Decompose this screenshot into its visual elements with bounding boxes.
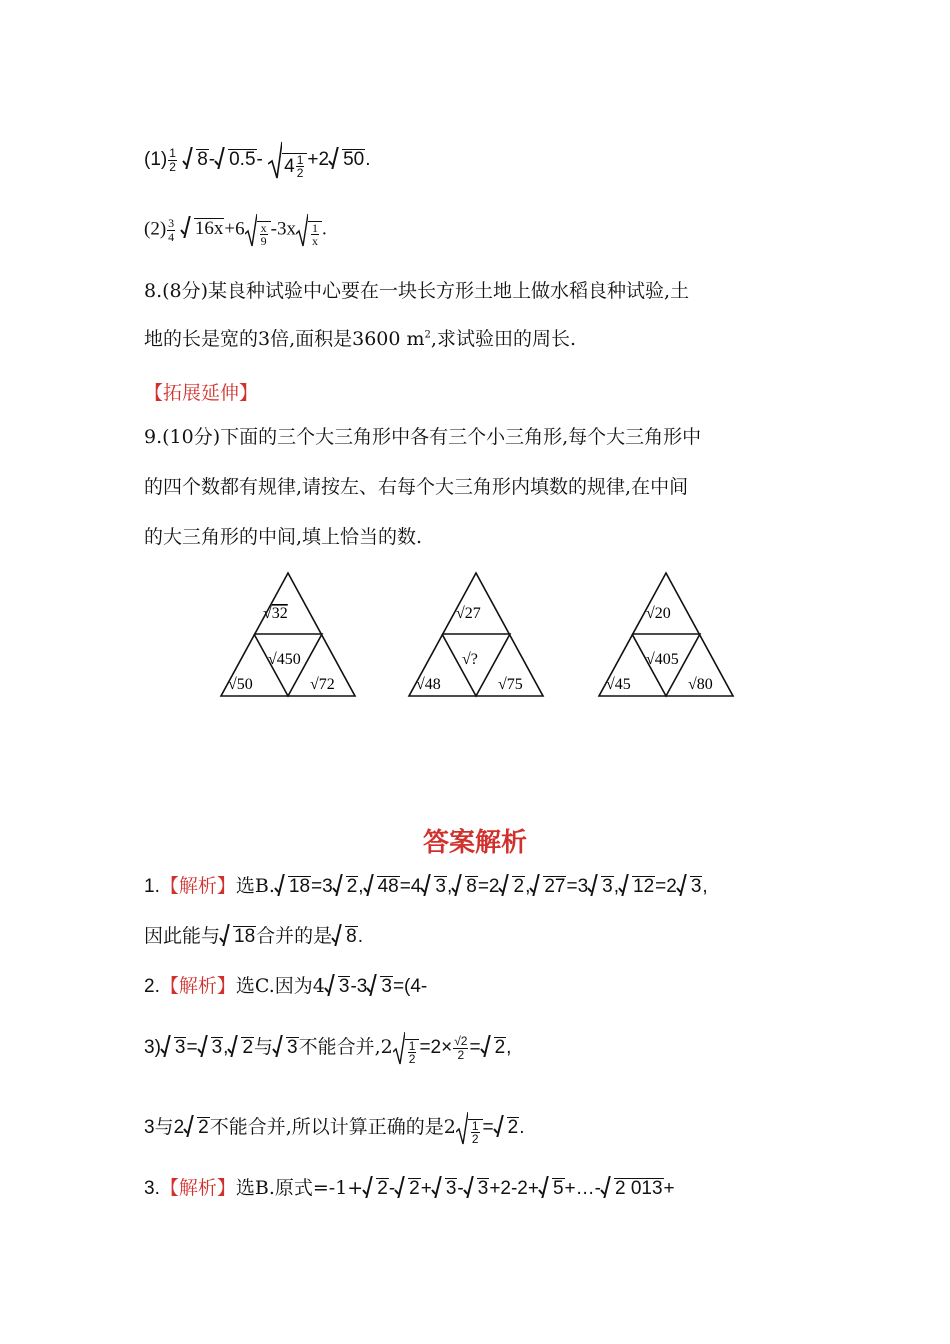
fraction: $\frac{3}{4}$ (168, 215, 175, 244)
problem-9-line-2: 的四个数都有规律,请按左、右每个大三角形内填数的规律,在中间 (144, 476, 689, 498)
triangle-left-value: √48 (416, 676, 441, 693)
sqrt: 0.5 (215, 149, 256, 169)
triangle-top-value: √20 (646, 605, 671, 622)
triangle-middle (406, 570, 546, 704)
answers-title: 答案解析 (422, 828, 527, 858)
answer-2-line-2: 3) 3= 3, 2与 3不能合并,2 $\frac{1}{2}$ =2× $\frac{√2}{2}$ = 2, (144, 1033, 512, 1067)
section-title-extension: 【拓展延伸】 (144, 382, 259, 404)
triangle-top-value: √32 (263, 605, 288, 622)
problem-9-line-1: 9.(10分)下面的三个大三角形中各有三个小三角形,每个大三角形中 (144, 426, 702, 448)
triangle-left-value: √45 (606, 676, 631, 693)
answer-1-line-1: 1.【解析】选B. 18=3 2, 48=4 3, 8=2 2, 27=3 3, 12=2 3, (144, 875, 708, 897)
big-sqrt: $\frac{1}{x}$ (296, 212, 322, 248)
problem-9-line-3: 的大三角形的中间,填上恰当的数. (144, 526, 423, 548)
answer-1-line-2: 因此能与 18合并的是 8. (144, 925, 364, 947)
triangle-left (218, 570, 358, 704)
triangle-right (596, 570, 736, 704)
triangle-right-value: √75 (498, 676, 523, 693)
triangle-center-value: √450 (268, 651, 301, 668)
sqrt: 50 (329, 149, 365, 169)
problem-8-line-2: 地的长是宽的3倍,面积是3600 $m^2$,求试验田的周长. (144, 328, 577, 350)
answer-3-line-1: 3.【解析】选B.原式=-1+ 2- 2+ 3- 3+2-2+ 5+…- 2 013+ (144, 1177, 675, 1199)
triangle-left-value: √50 (228, 676, 253, 693)
problem-7-2: (2) $\frac{3}{4}$ 16x+6 $\frac{x}{9}$ -3x $\frac{1}{x}$ . (144, 212, 327, 248)
answer-2-line-3: 3与2 2不能合并,所以计算正确的是2 $\frac{1}{2}$ = 2. (144, 1110, 525, 1146)
sqrt: 16x (181, 218, 225, 238)
answer-2-line-1: 2.【解析】选C.因为4 3-3 3=(4- (144, 975, 428, 997)
sqrt: 8 (183, 149, 209, 169)
fraction: $\frac{1}{2}$ (169, 145, 176, 174)
triangle-right-value: √72 (310, 676, 335, 693)
triangle-top-value: √27 (456, 605, 481, 622)
problem-7-1: (1) $\frac{1}{2}$ 8- 0.5- 4 $\frac{1}{2}$ +2 50. (144, 140, 371, 180)
problem-8-line-1: 8.(8分)某良种试验中心要在一块长方形土地上做水稻良种试验,土 (144, 280, 690, 302)
triangle-right-value: √80 (688, 676, 713, 693)
triangle-center-value: √? (462, 651, 478, 668)
big-sqrt: 4 $\frac{1}{2}$ (268, 140, 307, 180)
triangle-center-value: √405 (646, 651, 679, 668)
big-sqrt: $\frac{x}{9}$ (245, 212, 271, 248)
